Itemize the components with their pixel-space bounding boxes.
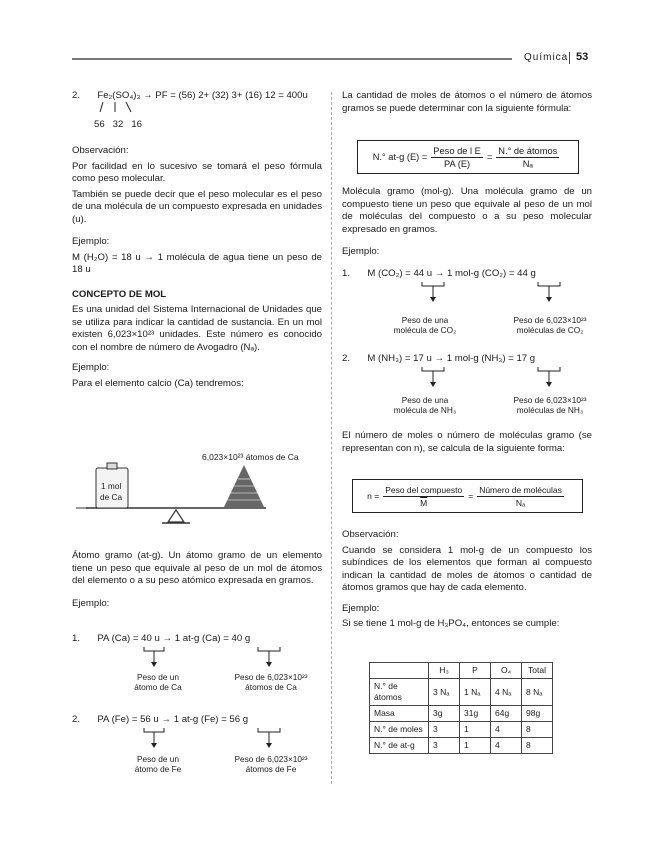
at-g-2-caption-left: Peso de un átomo de Fe [134, 754, 182, 774]
mol-g-example-1 [342, 268, 536, 279]
right-observation-text: Cuando se considera 1 mol-g de un compuesto los subíndices de los elementos que forman al compuesto indican la cantidad de moles de átomos o cantidad de átomos gramos que hay de cada elemento. [342, 544, 592, 593]
table-cell: 64g [491, 706, 522, 722]
table-cell: N.° de at-g [370, 738, 429, 754]
example-1-text: M (H₂O) = 18 u → 1 molécula de agua tiene un peso de 18 u [72, 251, 322, 275]
table-cell: 1 Nₐ [460, 679, 491, 706]
mol-g-1-num: 1. [342, 268, 351, 279]
at-g-1-caption-left: Peso de un átomo de Ca [134, 672, 182, 692]
table-header-cell: H₃ [429, 663, 460, 679]
formula-n-den-2: Nₐ [515, 497, 526, 508]
formula-n-num-1: Peso del compuesto [385, 484, 463, 495]
table-cell: 8 [522, 722, 553, 738]
table-header-cell: O₄ [491, 663, 522, 679]
observation-1-p2: También se puede decir que el peso molecular es el peso de una molécula de un compuesto expresada en unidades (u). [72, 188, 322, 225]
at-g-2-num: 2. [72, 714, 81, 725]
table-cell: Masa [370, 706, 429, 722]
example-2-rhs: → PF = (56) 2+ (32) 3+ (16) 12 = 400u [143, 90, 308, 101]
at-g-2-caption-right: Peso de 6,023×10²³ átomos de Fe [234, 754, 308, 774]
table-header-cell: P [460, 663, 491, 679]
table-header-row [370, 663, 553, 679]
example-2-label: Ejemplo: [72, 362, 110, 373]
table-cell: 4 [491, 722, 522, 738]
mol-g-1-caption-left: Peso de una molécula de CO₂ [393, 315, 457, 335]
right-column-molecula [342, 186, 592, 262]
formula-n-eq: = [468, 491, 474, 501]
formula-atg-eq: = [486, 152, 493, 162]
intro-text: La cantidad de moles de átomos o el número de átomos gramos se puede determinar con la siguiente fórmula: [342, 90, 592, 114]
right-example-2-label: Ejemplo: [342, 602, 380, 614]
table-cell: 3g [429, 706, 460, 722]
at-g-example-2 [72, 714, 248, 725]
at-g-example-1 [72, 633, 250, 644]
table-header-cell: Total [522, 663, 553, 679]
left-column [72, 90, 322, 393]
formula-atg-num-2: N.° de átomos [498, 145, 558, 156]
table-cell: 4 [491, 738, 522, 754]
formula-n-box [352, 479, 583, 513]
table-cell: 8 Nₐ [522, 679, 553, 706]
formula-atg-num-1: Peso de l E [433, 145, 481, 156]
mol-g-2-caption-right: Peso de 6,023×10²³ moléculas de NH₃ [513, 395, 587, 415]
right-column-intro [342, 90, 592, 118]
right-example-2-text: Si se tiene 1 mol-g de H₃PO₄, entonces se cumple: [342, 618, 560, 629]
mol-g-2-caption-left: Peso de una molécula de NH₃ [393, 395, 457, 415]
formula-atg-den-2: Nₐ [522, 158, 533, 169]
balance-left-label-2: de Ca [100, 492, 123, 502]
right-column-observation [342, 529, 592, 634]
balance-right-label: 6,023×10²³ átomos de Ca [202, 452, 299, 462]
formula-n-lhs: n = [367, 491, 380, 501]
table-cell: 1 [460, 722, 491, 738]
table-row [370, 706, 553, 722]
mol-g-1-caption-right: Peso de 6,023×10²³ moléculas de CO₂ [513, 315, 587, 335]
formula-n-den-1: M [420, 497, 428, 508]
balance-left-label-1: 1 mol [101, 481, 122, 491]
page-number: 53 [576, 51, 589, 63]
table-cell: 1 [460, 738, 491, 754]
moles-text: El número de moles o número de moléculas gramo (se representan con n), se calcula de la siguiente forma: [342, 430, 592, 454]
mol-g-1-text: M (CO₂) = 44 u → 1 mol-g (CO₂) = 44 g [367, 268, 536, 279]
at-g-1-caption-right: Peso de 6,023×10²³ átomos de Ca [234, 672, 308, 692]
header-rule [72, 58, 512, 60]
column-divider [331, 92, 332, 784]
table-cell: 4 Nₐ [491, 679, 522, 706]
formula-n-frac-1 [383, 485, 464, 508]
formula-atg-box [357, 140, 579, 174]
example-3-label: Ejemplo: [72, 597, 110, 609]
observation-1-label: Observación: [72, 145, 129, 156]
h3po4-table [369, 662, 553, 754]
right-column-moles [342, 430, 592, 458]
mol-g-1-arrows [418, 280, 578, 304]
example-2-formula: Fe₂(SO₄)₃ [97, 90, 141, 101]
at-g-1-num: 1. [72, 633, 81, 644]
example-2-masses: 56 32 16 [94, 118, 143, 130]
at-g-1-arrows [140, 645, 300, 669]
molecula-gramo-text: Molécula gramo (mol-g). Una molécula gramo de un compuesto tiene un peso que equivale al peso de un mol de moléculas del compuesto o a su peso molecular expresado en gramos. [342, 186, 592, 235]
left-column-lower [72, 550, 322, 613]
table-header-cell [370, 663, 429, 679]
observation-1-p1: Por facilidad en lo sucesivo se tomará el peso fórmula como peso molecular. [72, 160, 322, 184]
header-title: Química [524, 52, 569, 63]
header-separator [569, 52, 570, 64]
table-cell: 3 [429, 738, 460, 754]
right-example-label: Ejemplo: [342, 246, 380, 257]
formula-n-num-2: Número de moléculas [479, 484, 562, 495]
mol-g-2-text: M (NH₃) = 17 u → 1 mol-g (NH₃) = 17 g [367, 353, 536, 364]
table-row [370, 679, 553, 706]
mol-concept-text: Es una unidad del Sistema Internacional de Unidades que se utiliza para indicar la cantidad de sustancia. En un mol existen 6,023×10²³ unidades. Este número es conocido con el nombre de número de Avogadro (Nₐ). [72, 304, 322, 353]
mol-concept-title: CONCEPTO DE MOL [72, 288, 167, 300]
table-cell: 8 [522, 738, 553, 754]
example-2-num: 2. [72, 90, 81, 101]
table-cell: 31g [460, 706, 491, 722]
example-1-label: Ejemplo: [72, 236, 110, 247]
table-row [370, 722, 553, 738]
table-cell: N.° de moles [370, 722, 429, 738]
mol-g-example-2 [342, 353, 535, 364]
table-cell: 3 Nₐ [429, 679, 460, 706]
table-cell: 98g [522, 706, 553, 722]
formula-atg-lhs: N.° at-g (E) = [372, 152, 428, 162]
table-cell: 3 [429, 722, 460, 738]
atomo-gramo-text: Átomo gramo (at-g). Un átomo gramo de un elemento tiene un peso que equivale al peso de un mol de átomos del elemento o a su peso atómico expresada en gramos. [72, 550, 322, 586]
formula-n-frac-2 [477, 485, 564, 508]
mol-g-2-arrows [418, 365, 578, 389]
formula-atg-frac-2 [496, 146, 559, 169]
right-observation-label: Observación: [342, 529, 399, 540]
formula-atg-den-1: PA (E) [443, 158, 471, 169]
at-g-2-arrows [140, 726, 300, 750]
example-2-text: Para el elemento calcio (Ca) tendremos: [72, 377, 244, 389]
at-g-1-text: PA (Ca) = 40 u → 1 at-g (Ca) = 40 g [97, 633, 251, 644]
formula-atg-frac-1 [431, 146, 483, 169]
mol-g-2-num: 2. [342, 353, 351, 364]
table-cell: N.° de átomos [370, 679, 429, 706]
table-row [370, 738, 553, 754]
at-g-2-text: PA (Fe) = 56 u → 1 at-g (Fe) = 56 g [97, 714, 249, 725]
example-2-pointers [98, 100, 138, 114]
